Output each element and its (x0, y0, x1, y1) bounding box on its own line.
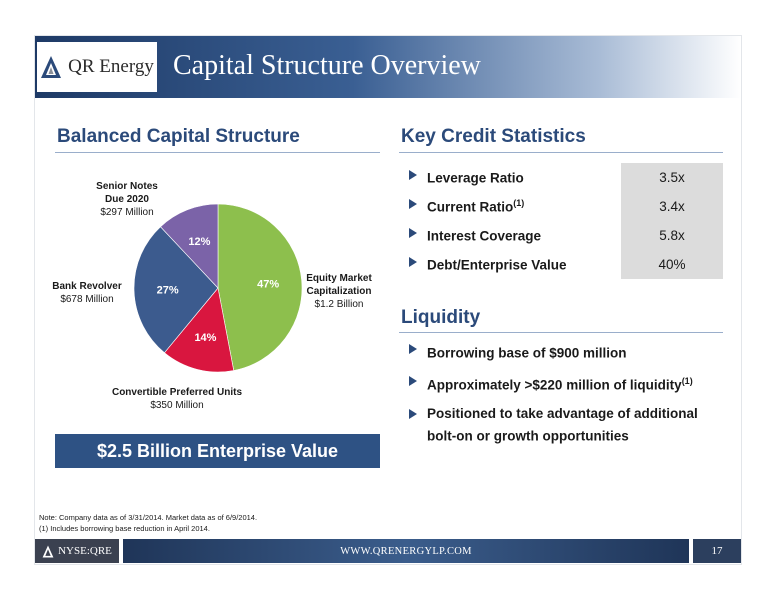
bullet-arrow-icon (409, 257, 417, 267)
pie-label-name-line: Senior Notes (96, 181, 158, 192)
stat-row-leverage (403, 163, 723, 192)
stat-label: Debt/Enterprise Value (427, 257, 567, 273)
pie-label-name-line: Capitalization (306, 286, 372, 297)
bullet-arrow-icon (409, 228, 417, 238)
bullet-arrow-icon (409, 199, 417, 209)
pie-slice-percent-label: 47% (257, 278, 280, 291)
enterprise-value-box: $2.5 Billion Enterprise Value (55, 434, 380, 468)
qr-logo-icon (42, 545, 54, 558)
pie-label-name-line: Bank Revolver (52, 281, 122, 292)
stat-value: 3.4x (621, 192, 723, 221)
pie-label-name-line: Due 2020 (105, 194, 149, 205)
balanced-capital-title: Balanced Capital Structure (57, 126, 300, 147)
pie-label-name-line: Equity Market (306, 273, 372, 284)
stat-row-current-ratio (403, 192, 723, 221)
page-number: 17 (711, 545, 723, 557)
liquidity-title: Liquidity (401, 307, 481, 328)
logo-text: QR Energy (68, 56, 154, 77)
stat-value: 3.5x (621, 163, 723, 192)
pie-label-convertible (97, 386, 257, 412)
bullet-arrow-icon (409, 344, 417, 354)
stat-label: Current Ratio$^{(1)}$ (427, 198, 525, 215)
stat-label: Leverage Ratio (427, 170, 524, 186)
bullet-arrow-icon (409, 409, 417, 419)
pie-label-amount: $678 Million (60, 294, 114, 305)
key-credit-title: Key Credit Statistics (401, 126, 586, 147)
pie-label-equity (293, 272, 385, 311)
footer-website-bar (123, 539, 689, 563)
slide (35, 36, 741, 564)
page-title: Capital Structure Overview (173, 50, 481, 81)
bullet-arrow-icon (409, 170, 417, 180)
stat-value: 5.8x (621, 221, 723, 250)
footnote: (1) Includes borrowing base reduction in April 2014. (39, 524, 210, 533)
stat-value: 40% (621, 250, 723, 279)
footer-ticker (35, 539, 119, 563)
right-divider (399, 152, 723, 153)
pie-label-amount: $1.2 Billion (314, 299, 364, 310)
liquidity-text: Approximately >$220 million of liquidity$^{(1)}$ (427, 376, 693, 393)
footnote: Note: Company data as of 3/31/2014. Market data as of 6/9/2014. (39, 513, 258, 522)
capital-structure-pie-chart (35, 36, 741, 564)
page-number-box (693, 539, 741, 563)
stat-row-interest-coverage (403, 221, 723, 250)
bullet-arrow-icon (409, 376, 417, 386)
pie-label-name-line: Convertible Preferred Units (111, 387, 243, 398)
pie-slice-percent-label: 27% (156, 284, 179, 297)
pie-label-senior-notes (81, 180, 173, 219)
pie-slice-percent-label: 14% (194, 331, 217, 344)
liquidity-divider (399, 332, 723, 333)
liquidity-text: Positioned to take advantage of additional bolt-on or growth opportunities (427, 406, 698, 444)
website-link[interactable]: WWW.QRENERGYLP.COM (340, 545, 472, 557)
pie-label-amount: $350 Million (150, 400, 204, 411)
stat-label: Interest Coverage (427, 228, 542, 244)
pie-label-bank-revolver (47, 280, 127, 306)
liquidity-text: Borrowing base of $900 million (427, 345, 627, 361)
stat-row-debt-ev (403, 250, 723, 279)
ticker-text: NYSE:QRE (58, 545, 112, 557)
pie-label-amount: $297 Million (100, 207, 154, 218)
footer (35, 539, 741, 563)
pie-slice-percent-label: 12% (188, 236, 211, 249)
